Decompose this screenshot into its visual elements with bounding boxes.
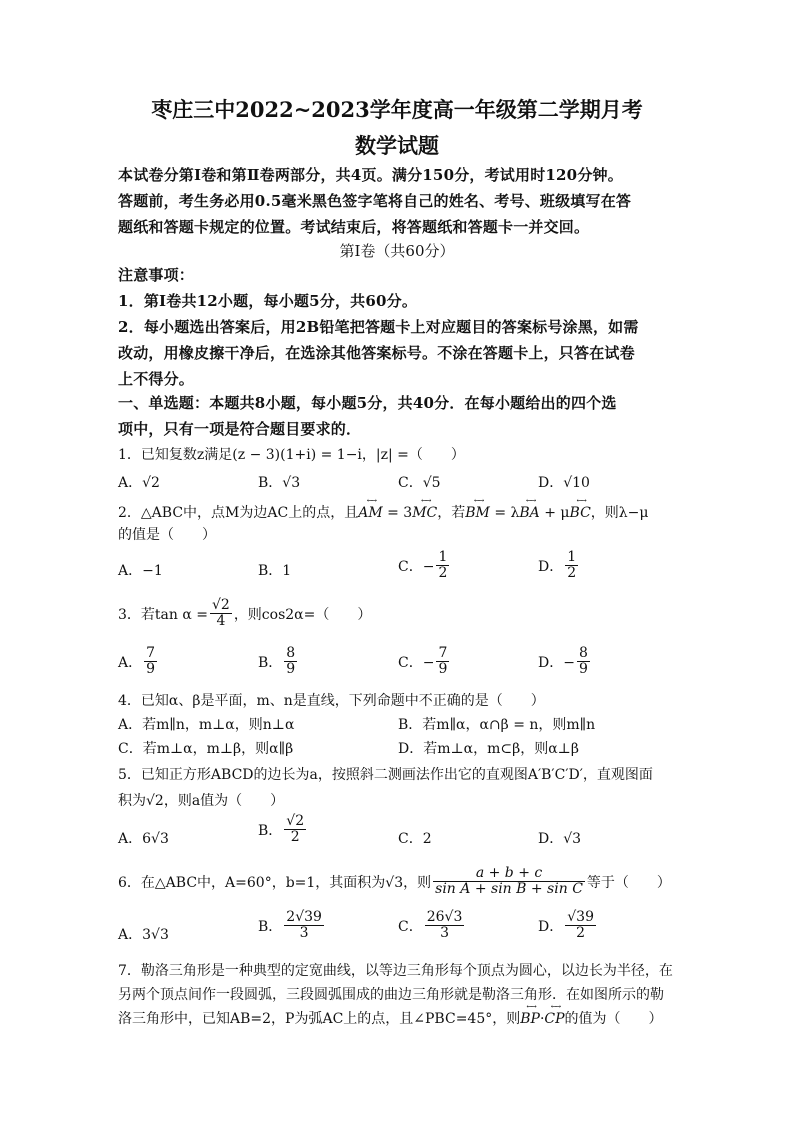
fraction <box>565 550 578 582</box>
fraction-denominator: 4 <box>216 613 226 630</box>
vector-bc: ←→ BC <box>570 505 591 521</box>
fraction-denominator: 9 <box>146 661 156 678</box>
q2-stem-line-2: 的值是（ ） <box>118 527 216 543</box>
q2-option-d <box>538 550 580 582</box>
q1-option-b: B．√3 <box>258 475 301 491</box>
fraction-denominator: 9 <box>286 661 296 678</box>
q2-plus: + μ <box>539 505 570 521</box>
q7-line-3 <box>118 1008 663 1028</box>
q3-option-a-label: A． <box>118 654 143 671</box>
exam-subtitle: 数学试题 <box>355 133 439 158</box>
fraction-denominator: 3 <box>299 925 309 942</box>
dot-operator: · <box>539 1011 545 1027</box>
fraction-denominator: sin A + sin B + sin C <box>435 881 583 898</box>
fraction-denominator: 2 <box>438 565 448 582</box>
fraction <box>144 646 157 678</box>
q1-stem: 1．已知复数z满足(z − 3)(1+i) = 1−i，|z| =（ ） <box>118 447 465 463</box>
q5-option-a: A．6√3 <box>118 831 169 847</box>
fraction-denominator: 2 <box>576 925 586 942</box>
intro-line-1: 本试卷分第Ⅰ卷和第Ⅱ卷两部分，共4页。满分150分，考试用时120分钟。 <box>118 166 623 184</box>
fraction-numerator: 7 <box>438 645 448 661</box>
q3-stem-post: ，则cos2α=（ ） <box>233 606 372 623</box>
q7-line-2: 另两个顶点间作一段圆弧，三段圆弧围成的曲边三角形就是勒洛三角形．在如图所示的勒 <box>118 987 664 1003</box>
q2-option-c-label: C．− <box>398 558 435 575</box>
fraction <box>433 866 585 898</box>
q1-option-d: D．√10 <box>538 475 590 491</box>
q5-option-b-label: B． <box>258 822 283 839</box>
q3-stem-pre: 3．若tan α = <box>118 606 208 623</box>
q5-line-2: 积为√2，则a值为（ ） <box>118 793 285 809</box>
q6-option-c <box>398 910 466 942</box>
fraction <box>284 814 306 846</box>
q1-option-c: C．√5 <box>398 475 441 491</box>
fraction-numerator: 1 <box>438 549 448 565</box>
part1-line-1: 一、单选题：本题共8小题，每小题5分，共40分．在每小题给出的四个选 <box>118 394 617 412</box>
vector-mc: ←→ MC <box>412 505 437 521</box>
q2-stem-post: ，则λ−μ <box>590 505 649 521</box>
q7-line-1: 7．勒洛三角形是一种典型的定宽曲线，以等边三角形每个顶点为圆心，以边长为半径，在 <box>118 963 673 979</box>
vector-am: ←→ AM <box>358 505 382 521</box>
fraction <box>565 910 596 942</box>
fraction-numerator: 8 <box>578 645 588 661</box>
fraction-numerator: 1 <box>567 549 577 565</box>
vector-bm: ←→ BM <box>465 505 490 521</box>
q5-option-b <box>258 814 308 846</box>
fraction <box>284 910 324 942</box>
q2-eq2: = λ <box>489 505 520 521</box>
q3-option-d <box>538 646 592 678</box>
q2-eq1: = 3 <box>382 505 413 521</box>
q1-option-a: A．√2 <box>118 475 160 491</box>
fraction-numerator: 8 <box>286 645 296 661</box>
q6-option-d-label: D． <box>538 918 564 935</box>
q7-line-3-pre: 洛三角形中，已知AB=2，P为弧AC上的点，且∠PBC=45°，则 <box>118 1011 521 1027</box>
fraction <box>577 646 590 678</box>
fraction-numerator: 7 <box>146 645 156 661</box>
exam-title: 枣庄三中2022~2023学年度高一年级第二学期月考 <box>151 97 643 122</box>
q3-option-a <box>118 646 159 678</box>
q2-option-a: A．−1 <box>118 563 163 579</box>
q6-stem <box>118 866 671 898</box>
q4-option-b: B．若m∥α，α∩β = n，则m∥n <box>398 717 596 733</box>
fraction-numerator: √39 <box>567 909 594 925</box>
q3-option-c <box>398 646 451 678</box>
fraction-numerator: 2√39 <box>286 909 322 925</box>
notice-item-2-line-1: 2．每小题选出答案后，用2B铅笔把答题卡上对应题目的答案标号涂黑，如需 <box>118 318 639 336</box>
notice-item-2-line-2: 改动，用橡皮擦干净后，在选涂其他答案标号。不涂在答题卡上，只答在试卷 <box>118 344 635 362</box>
q4-option-d: D．若m⊥α，m⊂β，则α⊥β <box>398 741 579 757</box>
fraction-denominator: 2 <box>290 829 300 846</box>
vector-ba: ←→ BA <box>519 505 539 521</box>
vector-bp: ←→ BP <box>520 1011 540 1027</box>
section1-title: 第Ⅰ卷（共60分） <box>339 242 455 260</box>
fraction <box>436 646 449 678</box>
fraction-numerator: 26√3 <box>426 909 463 925</box>
notice-heading: 注意事项： <box>118 266 195 284</box>
fraction <box>210 598 232 630</box>
part1-line-2: 项中，只有一项是符合题目要求的． <box>118 420 362 438</box>
q6-option-a: A．3√3 <box>118 927 169 943</box>
q5-option-d: D．√3 <box>538 831 582 847</box>
q6-option-d <box>538 910 598 942</box>
q4-stem: 4．已知α、β是平面，m、n是直线，下列命题中不正确的是（ ） <box>118 693 545 709</box>
fraction-denominator: 9 <box>578 661 588 678</box>
intro-line-3: 题纸和答题卡规定的位置。考试结束后，将答题纸和答题卡一并交回。 <box>118 218 590 236</box>
q5-line-1: 5．已知正方形ABCD的边长为a，按照斜二测画法作出它的直观图A′B′C′D′，直观图面 <box>118 767 653 783</box>
q2-mid: ，若 <box>437 505 466 521</box>
q3-option-b-label: B． <box>258 654 283 671</box>
q6-option-b-label: B． <box>258 918 283 935</box>
fraction-numerator: √2 <box>286 813 305 829</box>
q4-option-c: C．若m⊥α，m⊥β，则α∥β <box>118 741 294 757</box>
q2-stem-pre: 2．△ABC中，点M为边AC上的点，且 <box>118 505 359 521</box>
q2-option-c <box>398 550 451 582</box>
fraction <box>284 646 297 678</box>
intro-line-2: 答题前，考生务必用0.5毫米黑色签字笔将自己的姓名、考号、班级填写在答 <box>118 192 632 210</box>
q6-stem-pre: 6．在△ABC中，A=60°，b=1，其面积为√3，则 <box>118 874 432 891</box>
vector-cp: ←→ CP <box>544 1011 564 1027</box>
q5-option-c: C．2 <box>398 831 432 847</box>
q6-option-c-label: C． <box>398 918 423 935</box>
fraction-numerator: √2 <box>211 597 230 613</box>
fraction-denominator: 2 <box>567 565 577 582</box>
fraction-denominator: 3 <box>440 925 449 942</box>
q3-option-d-label: D．− <box>538 654 575 671</box>
q3-option-b <box>258 646 299 678</box>
q2-option-d-label: D． <box>538 558 564 575</box>
fraction-numerator: a + b + c <box>433 866 585 882</box>
fraction-denominator: 9 <box>438 661 448 678</box>
q2-stem <box>118 502 649 522</box>
q3-stem <box>118 598 371 630</box>
q6-option-b <box>258 910 326 942</box>
q4-option-a: A．若m∥n，m⊥α，则n⊥α <box>118 717 295 733</box>
q2-option-b: B．1 <box>258 563 292 579</box>
q6-stem-post: 等于（ ） <box>586 874 671 891</box>
q7-line-3-post: 的值为（ ） <box>564 1011 663 1027</box>
notice-item-1: 1．第Ⅰ卷共12小题，每小题5分，共60分。 <box>118 292 418 310</box>
fraction <box>436 550 449 582</box>
fraction <box>425 910 465 942</box>
notice-item-2-line-3: 上不得分。 <box>118 370 195 388</box>
q3-option-c-label: C．− <box>398 654 435 671</box>
